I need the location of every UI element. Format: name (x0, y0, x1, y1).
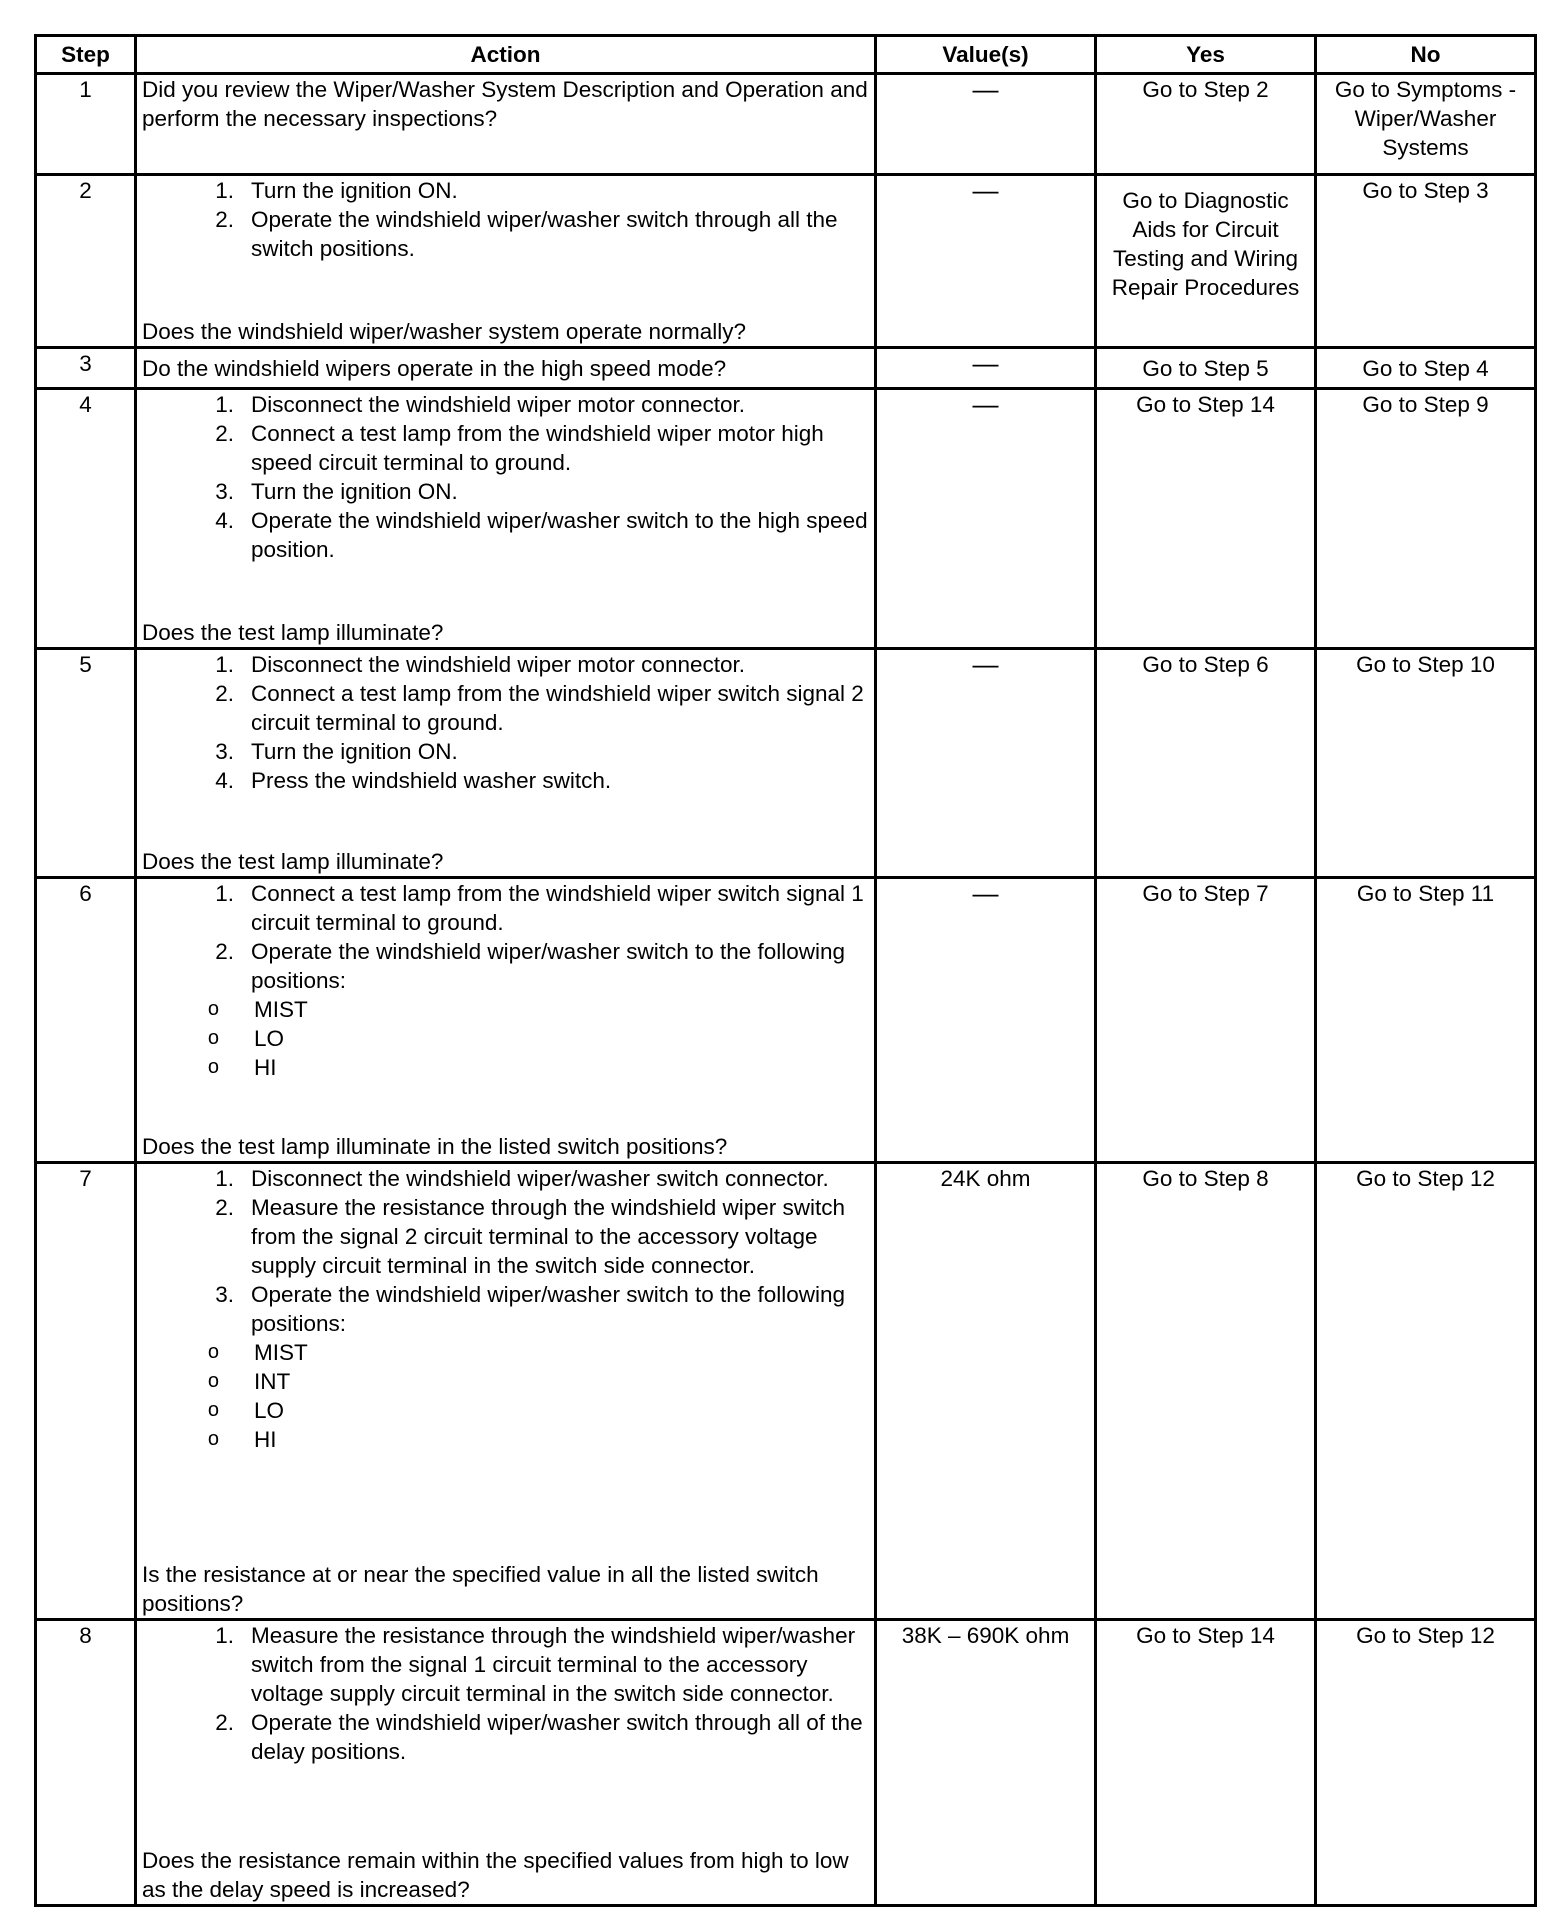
action-cell (136, 878, 876, 1163)
instruction-item (142, 1708, 869, 1766)
step-number: 5 (36, 649, 136, 878)
yes-cell: Go to Step 5 (1096, 348, 1316, 389)
instruction-number: 4. (215, 508, 234, 533)
instruction-list (142, 176, 869, 263)
table-row (36, 649, 1536, 878)
value-cell (876, 878, 1096, 1163)
action-cell (136, 1163, 876, 1620)
header-step: Step (36, 36, 136, 74)
sub-item (153, 1367, 869, 1396)
step-number: 7 (36, 1163, 136, 1620)
action-text: Did you review the Wiper/Washer System Description and Operation and perform the necessary inspections? (142, 77, 868, 131)
value-cell (876, 649, 1096, 878)
instruction-item (142, 176, 869, 205)
no-cell: Go to Step 4 (1316, 348, 1536, 389)
action-text: Do the windshield wipers operate in the high speed mode? (142, 355, 727, 381)
instruction-item (142, 879, 869, 937)
instruction-item (142, 937, 869, 1082)
value-text: — (972, 348, 999, 378)
instruction-list (142, 879, 869, 1082)
instruction-item (142, 506, 869, 564)
table-row (36, 878, 1536, 1163)
instruction-text: Connect a test lamp from the windshield wiper motor high speed circuit terminal to ground. (251, 421, 824, 475)
instruction-text: Operate the windshield wiper/washer switch to the following positions: (251, 1282, 846, 1336)
value-cell (876, 389, 1096, 649)
instruction-item (142, 205, 869, 263)
instruction-number: 2. (215, 207, 234, 232)
bullet-icon: o (207, 998, 219, 1020)
instruction-number: 1. (215, 1623, 234, 1648)
header-yes: Yes (1096, 36, 1316, 74)
table-row (36, 389, 1536, 649)
instruction-text: Measure the resistance through the windshield wiper switch from the signal 2 circuit terminal to the accessory voltage supply circuit terminal in the switch side connector. (251, 1195, 846, 1278)
instruction-number: 3. (215, 479, 234, 504)
instruction-number: 2. (215, 939, 234, 964)
bullet-icon: o (207, 1341, 219, 1363)
instruction-text: Turn the ignition ON. (251, 479, 458, 504)
table-row (36, 1163, 1536, 1620)
sub-item-text: HI (254, 1427, 277, 1452)
instruction-text: Operate the windshield wiper/washer switch through all of the delay positions. (251, 1710, 863, 1764)
instruction-item (142, 650, 869, 679)
instruction-list (142, 390, 869, 564)
bullet-icon: o (207, 1399, 219, 1421)
yes-cell: Go to Step 2 (1096, 74, 1316, 175)
header-row (36, 36, 1536, 74)
value-text: — (972, 649, 999, 679)
instruction-number: 1. (215, 652, 234, 677)
sub-item (153, 995, 869, 1024)
no-cell: Go to Step 12 (1316, 1620, 1536, 1906)
instruction-text: Disconnect the windshield wiper/washer switch connector. (251, 1166, 829, 1191)
no-cell: Go to Step 11 (1316, 878, 1536, 1163)
instruction-item (142, 1280, 869, 1454)
value-text: — (972, 878, 999, 908)
sub-list (153, 995, 869, 1082)
instruction-text: Measure the resistance through the windshield wiper/washer switch from the signal 1 circuit terminal to the accessory voltage supply circuit terminal in the switch side connector. (251, 1623, 856, 1706)
action-cell (136, 74, 876, 175)
instruction-list (142, 1621, 869, 1766)
no-cell: Go to Step 3 (1316, 175, 1536, 348)
bullet-icon: o (207, 1428, 219, 1450)
step-number: 8 (36, 1620, 136, 1906)
sub-item (153, 1024, 869, 1053)
instruction-number: 2. (215, 1710, 234, 1735)
table-row (36, 175, 1536, 348)
step-number: 1 (36, 74, 136, 175)
instruction-text: Turn the ignition ON. (251, 739, 458, 764)
instruction-item (142, 766, 869, 795)
no-cell: Go to Step 12 (1316, 1163, 1536, 1620)
step-number: 2 (36, 175, 136, 348)
table-row (36, 348, 1536, 389)
value-text: — (972, 175, 999, 205)
instruction-number: 1. (215, 881, 234, 906)
instruction-item (142, 390, 869, 419)
sub-item-text: HI (254, 1055, 277, 1080)
question-text: Is the resistance at or near the specified value in all the listed switch positions? (142, 1562, 819, 1616)
bullet-icon: o (207, 1027, 219, 1049)
instruction-number: 3. (215, 739, 234, 764)
instruction-text: Operate the windshield wiper/washer switch to the high speed position. (251, 508, 868, 562)
value-cell (876, 175, 1096, 348)
value-text: — (972, 389, 999, 419)
header-values: Value(s) (876, 36, 1096, 74)
instruction-text: Connect a test lamp from the windshield wiper switch signal 2 circuit terminal to ground. (251, 681, 864, 735)
instruction-item (142, 1164, 869, 1193)
no-cell: Go to Symptoms - Wiper/Washer Systems (1316, 74, 1536, 175)
yes-cell: Go to Step 7 (1096, 878, 1316, 1163)
instruction-item (142, 1193, 869, 1280)
instruction-text: Press the windshield washer switch. (251, 768, 612, 793)
sub-item-text: MIST (254, 997, 308, 1022)
question-text: Does the test lamp illuminate? (142, 849, 444, 874)
diagnostic-table (34, 34, 1537, 1907)
instruction-text: Operate the windshield wiper/washer switch to the following positions: (251, 939, 846, 993)
value-cell (876, 74, 1096, 175)
value-text: 24K ohm (940, 1166, 1031, 1191)
question-text: Does the resistance remain within the specified values from high to low as the delay speed is increased? (142, 1848, 849, 1902)
header-action: Action (136, 36, 876, 74)
instruction-text: Disconnect the windshield wiper motor connector. (251, 392, 746, 417)
sub-list (153, 1338, 869, 1454)
step-number: 3 (36, 348, 136, 389)
value-text: — (972, 74, 999, 104)
value-text: 38K – 690K ohm (901, 1623, 1070, 1648)
sub-item-text: LO (254, 1026, 285, 1051)
instruction-number: 2. (215, 1195, 234, 1220)
sub-item-text: LO (254, 1398, 285, 1423)
action-cell (136, 389, 876, 649)
instruction-item (142, 419, 869, 477)
step-number: 6 (36, 878, 136, 1163)
instruction-number: 3. (215, 1282, 234, 1307)
table-row (36, 1620, 1536, 1906)
instruction-item (142, 679, 869, 737)
instruction-number: 1. (215, 392, 234, 417)
sub-item-text: INT (254, 1369, 291, 1394)
question-text: Does the windshield wiper/washer system operate normally? (142, 319, 747, 344)
question-text: Does the test lamp illuminate in the listed switch positions? (142, 1134, 728, 1159)
action-cell (136, 175, 876, 348)
sub-item (153, 1425, 869, 1454)
instruction-number: 1. (215, 178, 234, 203)
header-no: No (1316, 36, 1536, 74)
instruction-text: Operate the windshield wiper/washer switch through all the switch positions. (251, 207, 838, 261)
value-cell (876, 1163, 1096, 1620)
yes-cell: Go to Step 8 (1096, 1163, 1316, 1620)
instruction-item (142, 737, 869, 766)
value-cell (876, 1620, 1096, 1906)
instruction-number: 2. (215, 681, 234, 706)
instruction-list (142, 650, 869, 795)
instruction-text: Disconnect the windshield wiper motor connector. (251, 652, 746, 677)
sub-item (153, 1053, 869, 1082)
yes-cell: Go to Diagnostic Aids for Circuit Testing and Wiring Repair Procedures (1096, 175, 1316, 348)
step-number: 4 (36, 389, 136, 649)
instruction-text: Connect a test lamp from the windshield wiper switch signal 1 circuit terminal to ground. (251, 881, 864, 935)
sub-item-text: MIST (254, 1340, 308, 1365)
no-cell: Go to Step 10 (1316, 649, 1536, 878)
instruction-item (142, 1621, 869, 1708)
yes-cell: Go to Step 14 (1096, 1620, 1316, 1906)
bullet-icon: o (207, 1370, 219, 1392)
no-cell: Go to Step 9 (1316, 389, 1536, 649)
sub-item (153, 1396, 869, 1425)
yes-cell: Go to Step 6 (1096, 649, 1316, 878)
action-cell (136, 1620, 876, 1906)
action-cell (136, 649, 876, 878)
table-row (36, 74, 1536, 175)
sub-item (153, 1338, 869, 1367)
instruction-item (142, 477, 869, 506)
instruction-text: Turn the ignition ON. (251, 178, 458, 203)
instruction-number: 2. (215, 421, 234, 446)
instruction-list (142, 1164, 869, 1454)
instruction-number: 1. (215, 1166, 234, 1191)
instruction-number: 4. (215, 768, 234, 793)
yes-cell: Go to Step 14 (1096, 389, 1316, 649)
action-cell (136, 348, 876, 389)
bullet-icon: o (207, 1056, 219, 1078)
value-cell (876, 348, 1096, 389)
question-text: Does the test lamp illuminate? (142, 620, 444, 645)
